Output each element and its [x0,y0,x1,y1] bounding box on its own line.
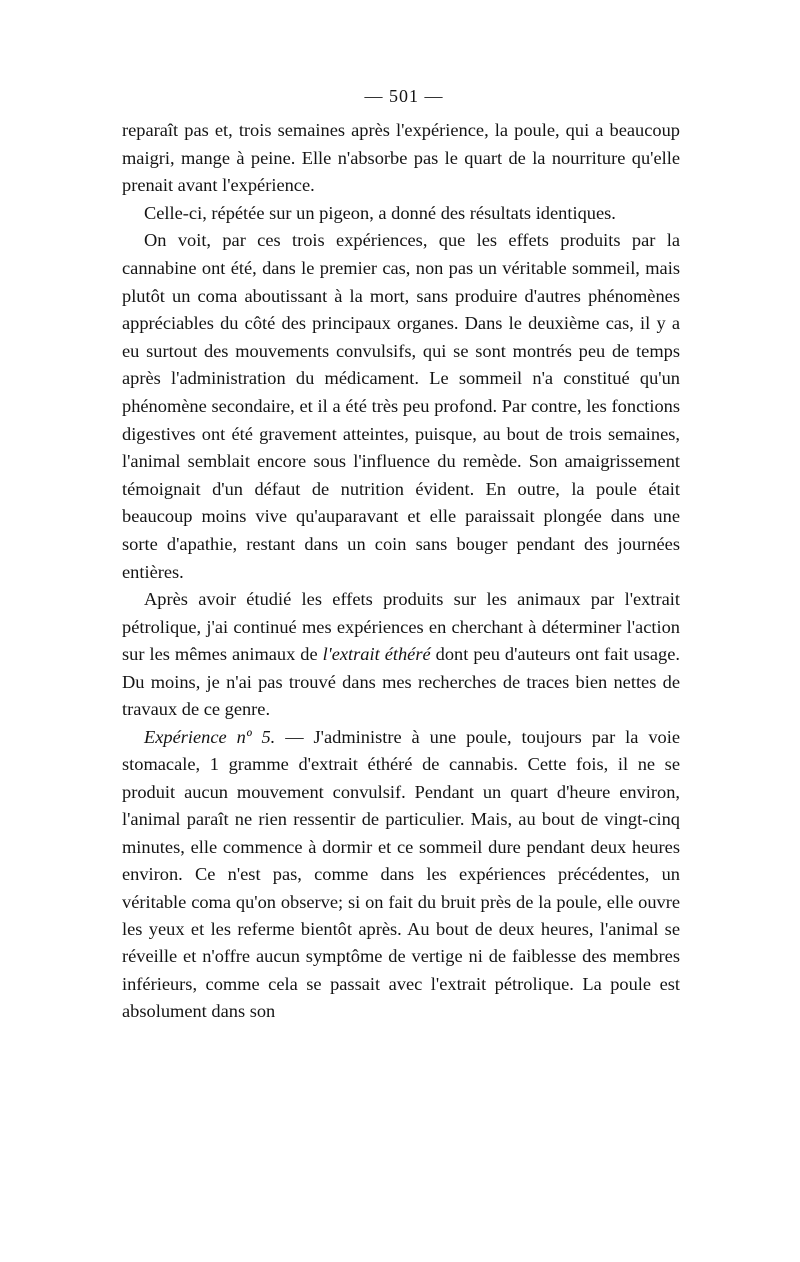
book-page [122,84,680,1026]
paragraph-experience-5 [122,724,680,1025]
paragraph-pigeon-result: Celle-ci, répétée sur un pigeon, a donné des résultats identiques. [144,202,616,223]
emphasis-extrait-ethere: l'extrait éthéré [322,644,431,665]
experience-heading: Expérience nº 5. [144,727,276,748]
experience-text: — J'administre à une poule, toujours par la voie stomacale, 1 gramme d'extrait éthéré de cannabis. Cette fois, il ne se produit aucun mouvement convulsif. Pendant un quart d'heure environ, l'animal paraît ne rien ressentir de particulier. Mais, au bout de vingt-cinq minutes, elle commence à dormir et ce sommeil dure pendant deux heures environ. Ce n'est pas, comme dans les expériences précédentes, un véritable coma qu'on observe; si on fait du bruit près de la poule, elle ouvre les yeux et les referme bientôt après. Au bout de deux heures, l'animal se réveille et n'offre aucun symptôme de vertige ni de faiblesse des membres inférieurs, comme cela se passait avec l'extrait pétrolique. La poule est absolument dans son [122,727,680,1022]
paragraph-continuation: reparaît pas et, trois semaines après l'expérience, la poule, qui a beaucoup maigri, mange à peine. Elle n'absorbe pas le quart de la nourriture qu'elle prenait avant l'expérience. [122,120,680,196]
paragraph-text-after: dont peu d'auteurs ont fait usage. Du moins, je n'ai pas trouvé dans mes recherches de traces bien nettes de travaux de ce genre. [122,644,680,720]
paragraph-ether-extract [122,586,680,724]
paragraph-text-before: Après avoir étudié les effets produits sur les animaux par l'extrait pétrolique, j'ai continué mes expériences en cherchant à déterminer l'action sur les mêmes animaux de [122,589,680,665]
page-number: — 501 — [364,86,444,106]
paragraph-cannabine-effects: On voit, par ces trois expériences, que les effets produits par la cannabine ont été, dans le premier cas, non pas un véritable sommeil, mais plutôt un coma aboutissant à la mort, sans produire d'autres phénomènes appréciables du côté des principaux organes. Dans le deuxième cas, il y a eu surtout des mouvements convulsifs, qui se sont montrés peu de temps après l'administration du médicament. Le sommeil n'a constitué qu'un phénomène secondaire, et il a été très peu profond. Par contre, les fonctions digestives ont été gravement atteintes, puisque, au bout de trois semaines, l'animal semblait encore sous l'influence du remède. Son amaigrissement témoignait d'un défaut de nutrition évident. En outre, la poule était beaucoup moins vive qu'auparavant et elle paraissait plongée dans une sorte d'apathie, restant dans un coin sans bouger pendant des journées entières. [122,230,680,582]
